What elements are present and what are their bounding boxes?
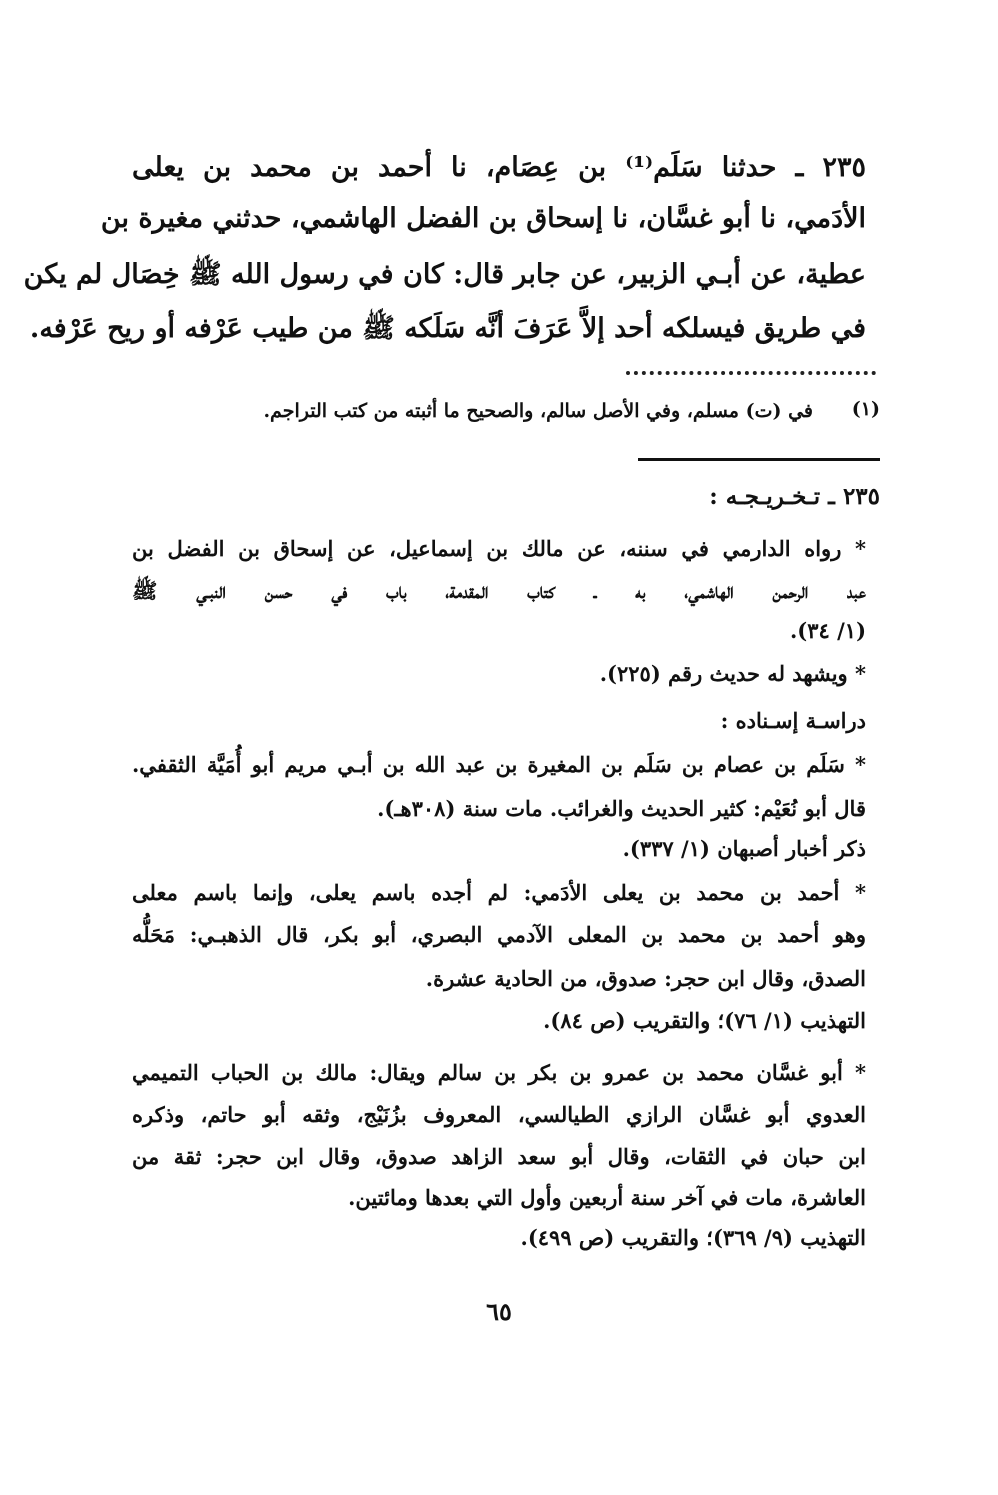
takhrij-line-1: * رواه الدارمي في سننه، عن مالك بن إسماعيل، عن إسحاق بن الفضل بن: [132, 536, 866, 561]
dirasa-line-7: التهذيب (١/ ٧٦)؛ والتقريب (ص ٨٤).: [543, 1008, 866, 1033]
dirasa-line-6: الصدق، وقال ابن حجر: صدوق، من الحادية عشرة.: [425, 966, 866, 991]
hadith-line-3: عطية، عن أبـي الزبير، عن جابر قال: كان في رسول الله ﷺ خِصَال لم يكن: [23, 259, 866, 290]
takhrij-heading: ٢٣٥ ـ تـخـريـجـه :: [709, 483, 880, 510]
hadith-line-2: الأدَمي، نا أبو غسَّان، نا إسحاق بن الفضل الهاشمي، حدثني مغيرة بن: [100, 203, 866, 234]
dirasa-line-11: العاشرة، مات في آخر سنة أربعين وأول التي بعدها ومائتين.: [348, 1185, 866, 1210]
dirasa-line-3: ذكر أخبار أصبهان (١/ ٣٣٧).: [622, 836, 866, 861]
dirasa-line-10: ابن حبان في الثقات، وقال أبو سعد الزاهد صدوق، وقال ابن حجر: ثقة من: [132, 1144, 866, 1169]
takhrij-line-2: عبد الرحمن الهاشمي، به ـ كتاب المقدمة، باب في حسن النبـي ﷺ: [132, 578, 866, 603]
dirasa-line-8: * أبو غسَّان محمد بن عمرو بن بكر بن سالم ويقال: مالك بن الحباب التميمي: [132, 1060, 866, 1085]
hadith-line-4: في طريق فيسلكه أحد إلاَّ عَرَفَ أنَّه سَلَكه ﷺ من طيب عَرْفه أو ريح عَرْفه.: [29, 313, 866, 344]
dirasa-line-5: وهو أحمد بن محمد بن المعلى الآدمي البصري، أبو بكر، قال الذهبـي: مَحَلُّه: [132, 922, 866, 947]
hadith-line-1: ٢٣٥ ـ حدثنا سَلَم⁽¹⁾ بن عِصَام، نا أحمد بن محمد بن يعلى: [132, 152, 866, 183]
takhrij-line-3: (١/ ٣٤).: [789, 618, 866, 643]
dirasa-line-2: قال أبو نُعَيْم: كثير الحديث والغرائب. مات سنة (٣٠٨هـ).: [377, 796, 866, 821]
takhrij-line-4: * ويشهد له حديث رقم (٢٢٥).: [599, 661, 866, 686]
footnote-text: في (ت) مسلم، وفي الأصل سالم، والصحيح ما أثبته من كتب التراجم.: [263, 400, 813, 422]
dirasa-line-4: * أحمد بن محمد بن يعلى الأدَمي: لم أجده باسم يعلى، وإنما باسم معلى: [132, 880, 866, 905]
dirasa-line-9: العدوي أبو غسَّان الرازي الطيالسي، المعروف بزُنَيْج، وثقه أبو حاتم، وذكره: [132, 1102, 866, 1127]
footnote-number: (١): [851, 398, 880, 420]
dotted-separator: [626, 371, 876, 379]
page-number: ٦٥: [486, 1297, 512, 1326]
dirasa-line-12: التهذيب (٩/ ٣٦٩)؛ والتقريب (ص ٤٩٩).: [520, 1225, 866, 1250]
dirasa-heading: دراسـة إسـناده :: [720, 708, 866, 733]
dirasa-line-1: * سَلَم بن عصام بن سَلَم بن المغيرة بن عبد الله بن أبـي مريم أبو أُمَيَّة الثقفي.: [132, 752, 866, 777]
section-divider: [638, 458, 880, 461]
